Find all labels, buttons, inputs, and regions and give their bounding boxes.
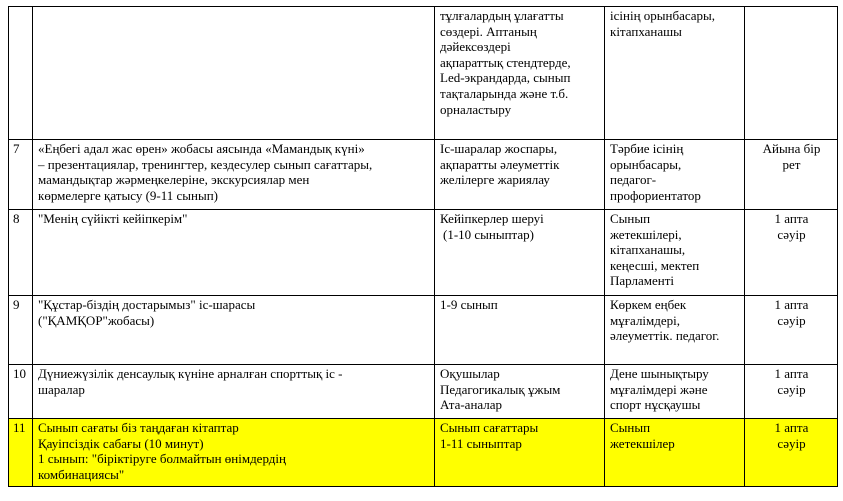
form-cell: Кейіпкерлер шеруі (1-10 сыныптар)	[435, 210, 605, 296]
form-cell: Оқушылар Педагогикалық ұжым Ата-аналар	[435, 365, 605, 419]
table-row	[9, 140, 838, 210]
form-cell: тұлғалардың ұлағатты сөздері. Аптаның дәйексөздері ақпараттық стендтерде, Led-экрандарда, сынып тақталарында және т.б. орналастыру	[435, 7, 605, 140]
responsible-cell: Дене шынықтыру мұғалімдері және спорт нұсқаушы	[605, 365, 745, 419]
responsible-cell: ісінің орынбасары, кітапханашы	[605, 7, 745, 140]
frequency-cell: 1 апта сәуір	[745, 210, 838, 296]
event-cell: Дүниежүзілік денсаулық күніне арналған спорттық іс - шаралар	[33, 365, 435, 419]
frequency-cell	[745, 7, 838, 140]
row-number-cell: 7	[9, 140, 33, 210]
form-cell: Сынып сағаттары 1-11 сыныптар	[435, 419, 605, 487]
frequency-cell: 1 апта сәуір	[745, 419, 838, 487]
table-row	[9, 365, 838, 419]
table-row-highlighted	[9, 419, 838, 487]
frequency-cell: Айына бір рет	[745, 140, 838, 210]
event-cell: "Менің сүйікті кейіпкерім"	[33, 210, 435, 296]
event-cell: "Құстар-біздің достарымыз" іс-шарасы ("ҚАМҚОР"жобасы)	[33, 296, 435, 365]
responsible-cell: Тәрбие ісінің орынбасары, педагог- профориентатор	[605, 140, 745, 210]
responsible-cell: Сынып жетекшілері, кітапханашы, кеңесші, мектеп Парламенті	[605, 210, 745, 296]
event-cell	[33, 7, 435, 140]
form-cell: 1-9 сынып	[435, 296, 605, 365]
table-row	[9, 7, 838, 140]
frequency-cell: 1 апта сәуір	[745, 365, 838, 419]
event-cell: Сынып сағаты біз таңдаған кітаптар Қауіпсіздік сабағы (10 минут) 1 сынып: "біріктіруге болмайтын өнімдердің комбинациясы"	[33, 419, 435, 487]
plan-table	[8, 6, 838, 487]
row-number-cell: 9	[9, 296, 33, 365]
row-number-cell: 8	[9, 210, 33, 296]
responsible-cell: Көркем еңбек мұғалімдері, әлеуметтік. педагог.	[605, 296, 745, 365]
form-cell: Іс-шаралар жоспары, ақпаратты әлеуметтік желілерге жариялау	[435, 140, 605, 210]
row-number-cell: 10	[9, 365, 33, 419]
row-number-cell	[9, 7, 33, 140]
frequency-cell: 1 апта сәуір	[745, 296, 838, 365]
table-row	[9, 210, 838, 296]
row-number-cell: 11	[9, 419, 33, 487]
responsible-cell: Сынып жетекшілер	[605, 419, 745, 487]
table-row	[9, 296, 838, 365]
event-cell: «Еңбегі адал жас өрен» жобасы аясында «Мамандық күні» – презентациялар, тренингтер, кездесулер сынып сағаттары, мамандықтар жәрмеңкелеріне, экскурсиялар мен көрмелерге қатысу (9-11 сынып)	[33, 140, 435, 210]
